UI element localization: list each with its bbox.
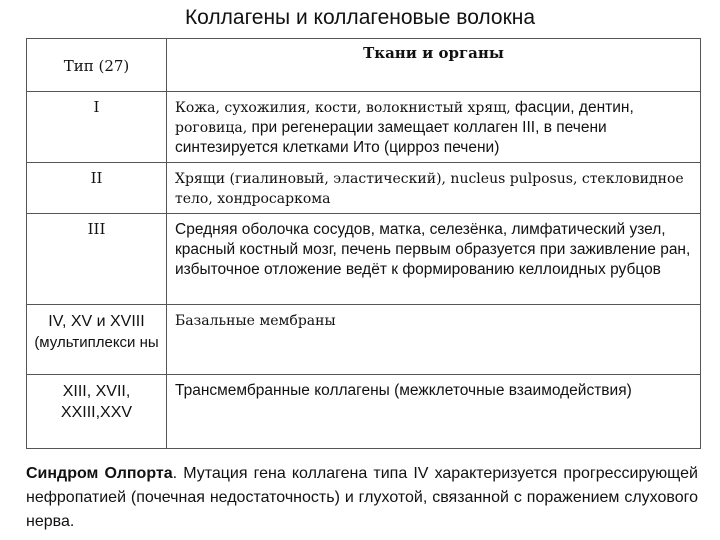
- collagen-table: [26, 38, 701, 449]
- tissues-text: Хрящи (гиалиновый, эластический), nucleus pulposus, стекловидное тело, хондросаркома: [175, 171, 684, 207]
- type-cell: XIII, XVII, XXIII,XXV: [27, 375, 167, 449]
- table-row: [27, 375, 701, 449]
- footer-text: . Мутация гена коллагена типа IV характеризуется прогрессирующей нефропатией (почечная недостаточность) и глухотой, связанной с поражением слухового нерва.: [26, 465, 698, 530]
- type-label: IV, XV и XVIII: [48, 313, 145, 330]
- tissues-text: при регенерации замещает коллаген III, в печени синтезируется клетками Ито (цирроз печени): [175, 119, 607, 156]
- tissues-text: Базальные мембраны: [175, 313, 336, 329]
- table-row: [27, 305, 701, 375]
- tissues-cell: [167, 305, 701, 375]
- tissues-cell: [167, 92, 701, 163]
- type-cell: [27, 305, 167, 375]
- header-tissues: Ткани и органы: [167, 39, 701, 92]
- type-sublabel: (мультиплекси ны: [34, 334, 159, 351]
- tissues-text: Кожа, сухожилия, кости, волокнистый хрящ,: [175, 100, 511, 116]
- table-row: [27, 163, 701, 214]
- syndrome-name: Синдром Олпорта: [26, 465, 173, 482]
- type-cell: III: [27, 214, 167, 305]
- footer-paragraph: [26, 462, 698, 534]
- type-cell: II: [27, 163, 167, 214]
- tissues-cell: Трансмембранные коллагены (межклеточные взаимодействия): [167, 375, 701, 449]
- tissues-cell: Средняя оболочка сосудов, матка, селезёнка, лимфатический узел, красный костный мозг, печень первым образуется при заживление ран, избыточное отложение ведёт к формированию келлоидных рубцов: [167, 214, 701, 305]
- type-cell: I: [27, 92, 167, 163]
- tissues-text: фасции, дентин,: [510, 99, 634, 116]
- table-row: [27, 214, 701, 305]
- page-title: Коллагены и коллагеновые волокна: [184, 6, 536, 29]
- table-header-row: [27, 39, 701, 92]
- table-row: [27, 92, 701, 163]
- header-type: Тип (27): [27, 39, 167, 92]
- tissues-cell: [167, 163, 701, 214]
- tissues-text: роговица,: [175, 120, 248, 136]
